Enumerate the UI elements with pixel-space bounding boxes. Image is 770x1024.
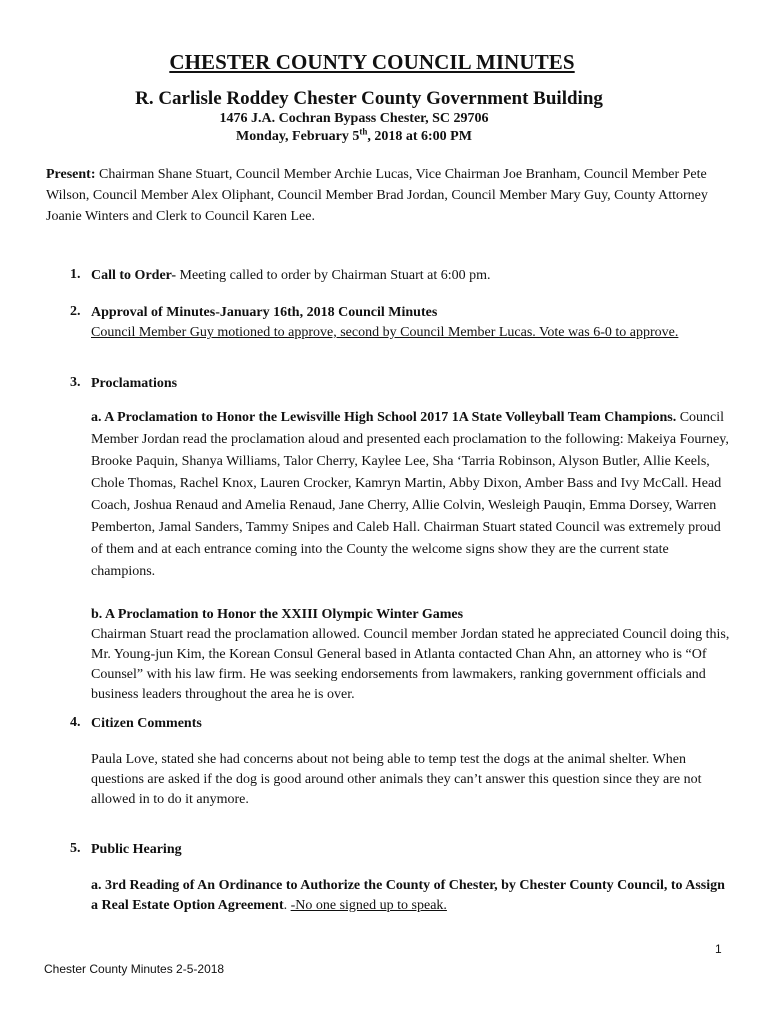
item-heading: Citizen Comments (91, 716, 202, 731)
present-label: Present: (46, 167, 96, 182)
sub-heading: b. A Proclamation to Honor the XXIII Olympic Winter Games (91, 607, 464, 622)
sub-text: Council Member Jordan read the proclamation aloud and presented each proclamation to the following: Makeiya Fourney, Brooke Paquin, Shanya Williams, Talor Cherry, Kaylee Lee, Sha ‘Tarria Robinson, Alyson Butler, Allie Keels, Chole Thomas, Rachel Knox, Lauren Crocker, Kamryn Martin, Abby Dixon, Amber Bass and Ivy McCall. Head Coach, Joshua Renaud and Amelia Renaud, Jane Cherry, Allie Colvin, Wesleigh Pauqin, Emma Dorsey, Warren Pemberton, Jamal Sanders, Tammy Snipes and Caleb Hall. Chairman Stuart stated Council was extremely proud of them and at each entrance coming into the County the welcome signs show they are the current state champions. (91, 410, 729, 579)
present-text: Chairman Shane Stuart, Council Member Archie Lucas, Vice Chairman Joe Branham, Council Member Pete Wilson, Council Member Alex Oliphant, Council Member Brad Jordan, Council Member Mary Guy, County Attorney Joanie Winters and Clerk to Council Karen Lee. (46, 167, 708, 224)
item-number: 3. (70, 375, 81, 390)
item-number: 5. (70, 841, 81, 856)
meeting-date-ordinal: th (359, 126, 368, 137)
item-heading: Public Hearing (91, 842, 182, 857)
agenda-item-proclamations (91, 374, 731, 394)
proclamation-olympics (91, 605, 731, 705)
agenda-item-call-to-order (91, 266, 731, 286)
item-number: 1. (70, 267, 81, 282)
meeting-date-main: Monday, February 5 (236, 129, 360, 144)
sub-heading: a. 3rd Reading of An Ordinance to Authorize the County of Chester, by Chester County Council, to Assign a Real Estate Option Agreement (91, 878, 725, 913)
agenda-item-approval-of-minutes (91, 303, 731, 343)
building-name: R. Carlisle Roddey Chester County Government Building (135, 88, 603, 109)
sub-text: Chairman Stuart read the proclamation allowed. Council member Jordan stated he appreciated Council doing this, Mr. Young-jun Kim, the Korean Consul General based in Atlanta contacted Chan Ahn, an attorney who is “Of Counsel” with his law firm. He was seeking endorsements from lawmakers, ranking government officials and business leaders throughout the area he is over. (91, 627, 730, 702)
item-number: 2. (70, 304, 81, 319)
item-text: Meeting called to order by Chairman Stuart at 6:00 pm. (176, 268, 491, 283)
item-heading: Call to Order- (91, 268, 177, 283)
sub-heading: a. A Proclamation to Honor the Lewisville High School 2017 1A State Volleyball Team Champions. (91, 410, 677, 425)
document-title: CHESTER COUNTY COUNCIL MINUTES (169, 50, 575, 74)
attendance-paragraph (46, 164, 736, 227)
proclamation-volleyball (91, 407, 731, 583)
citizen-comment-text: Paula Love, stated she had concerns about not being able to temp test the dogs at the animal shelter. When questions are asked if the dog is good around other animals they can’t answer this question since they are not allowed in to do it anymore. (91, 752, 702, 807)
address-line: 1476 J.A. Cochran Bypass Chester, SC 29706 (219, 111, 489, 126)
public-hearing-ordinance (91, 876, 731, 916)
sub-separator: . (283, 898, 291, 913)
item-heading: Proclamations (91, 376, 178, 391)
item-heading: Approval of Minutes-January 16th, 2018 Council Minutes (91, 305, 438, 320)
agenda-item-public-hearing (91, 840, 731, 860)
meeting-date (0, 126, 708, 145)
page-number: 1 (715, 942, 722, 956)
item-number: 4. (70, 715, 81, 730)
item-text: Council Member Guy motioned to approve, second by Council Member Lucas. Vote was 6-0 to approve. (91, 325, 679, 340)
footer-label: Chester County Minutes 2-5-2018 (44, 962, 225, 976)
meeting-date-time: , 2018 at 6:00 PM (367, 129, 472, 144)
sub-note: -No one signed up to speak. (290, 898, 447, 913)
agenda-item-citizen-comments (91, 714, 731, 734)
